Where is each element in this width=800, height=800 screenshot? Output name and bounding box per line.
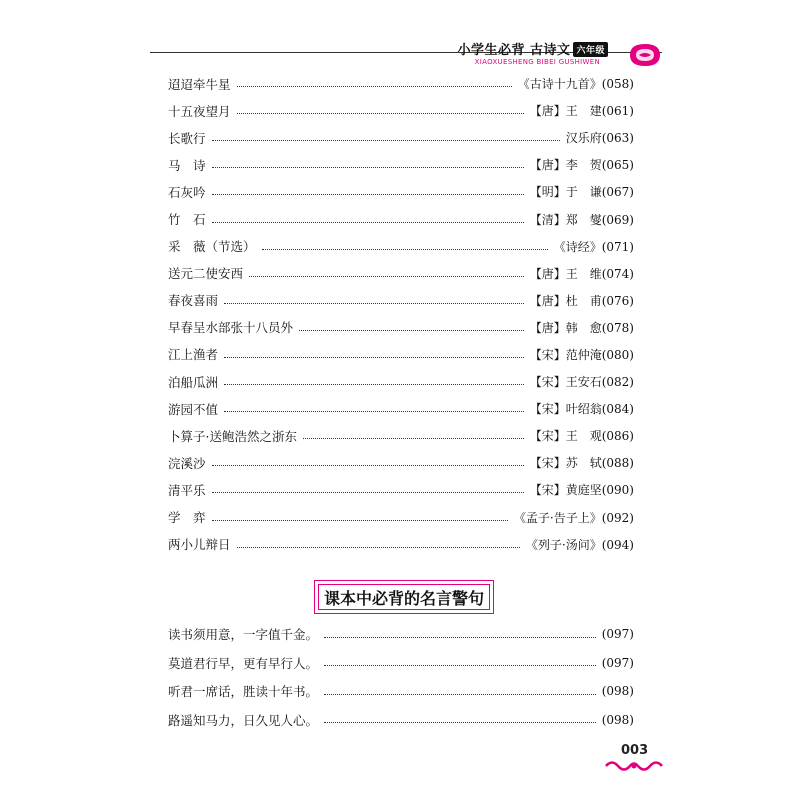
toc-entry-source-page: 《列子·汤问》(094) bbox=[525, 537, 634, 552]
toc-entry-source-page: 【唐】韩 愈(078) bbox=[529, 320, 634, 335]
toc-entry bbox=[168, 314, 634, 341]
toc-entry-source-page: 【唐】李 贺(065) bbox=[529, 158, 634, 173]
quote-text: 读书须用意，一字值千金。 bbox=[168, 627, 319, 643]
toc-entry bbox=[168, 449, 634, 476]
toc-entry-source-page: 【宋】苏 轼(088) bbox=[529, 456, 634, 471]
dot-leader bbox=[303, 438, 524, 439]
toc-entry-source-page: 【宋】范仲淹(080) bbox=[529, 347, 634, 362]
toc-entry-title: 迢迢牵牛星 bbox=[168, 76, 231, 92]
toc-entry-title: 学 弈 bbox=[168, 510, 206, 526]
toc-entry-title: 春夜喜雨 bbox=[168, 293, 219, 309]
section-heading: 课本中必背的名言警句 bbox=[323, 588, 484, 608]
toc-entry-title: 马 诗 bbox=[168, 157, 206, 173]
toc-entry-source-page: 【宋】叶绍翁(084) bbox=[529, 402, 634, 417]
toc-entry-title: 十五夜望月 bbox=[168, 103, 231, 119]
toc-entry-title: 早春呈水部张十八员外 bbox=[168, 320, 294, 336]
dot-leader bbox=[212, 140, 560, 141]
quote-entry bbox=[168, 677, 634, 706]
running-header bbox=[150, 36, 670, 72]
dot-leader bbox=[212, 167, 524, 168]
toc-entry bbox=[168, 260, 634, 287]
section-heading-box bbox=[314, 580, 494, 614]
quote-text: 莫道君行早，更有早行人。 bbox=[168, 655, 319, 671]
dot-leader bbox=[299, 330, 524, 331]
quote-entry bbox=[168, 706, 634, 735]
grade-badge: 六年级 bbox=[573, 42, 608, 57]
toc-entry-source-page: 【宋】王安石(082) bbox=[529, 375, 634, 390]
dot-leader bbox=[249, 276, 524, 277]
dot-leader bbox=[324, 722, 596, 723]
dot-leader bbox=[237, 86, 512, 87]
toc-entry bbox=[168, 287, 634, 314]
toc-entry-title: 清平乐 bbox=[168, 482, 206, 498]
toc-entry bbox=[168, 151, 634, 178]
toc-entry-source-page: 【宋】黄庭坚(090) bbox=[529, 483, 634, 498]
toc-entry-title: 泊船瓜洲 bbox=[168, 374, 219, 390]
dot-leader bbox=[212, 492, 524, 493]
toc-entry-source-page: 【唐】王 维(074) bbox=[529, 266, 634, 281]
toc-entry-source-page: 【宋】王 观(086) bbox=[529, 429, 634, 444]
toc-entry-title: 送元二使安西 bbox=[168, 266, 244, 282]
toc-entry bbox=[168, 70, 634, 97]
dot-leader bbox=[224, 411, 524, 412]
dot-leader bbox=[212, 222, 524, 223]
quote-entry bbox=[168, 620, 634, 649]
book-title-text: 小学生必背 古诗文 bbox=[457, 43, 571, 58]
book-title bbox=[457, 39, 608, 58]
toc-entry-source-page: 【明】于 谦(067) bbox=[529, 185, 634, 200]
quotes-list bbox=[168, 620, 634, 734]
dot-leader bbox=[237, 113, 524, 114]
toc-entry-title: 江上渔者 bbox=[168, 347, 219, 363]
toc-entry bbox=[168, 531, 634, 558]
toc-entry bbox=[168, 504, 634, 531]
dot-leader bbox=[324, 637, 596, 638]
toc-entry-title: 石灰吟 bbox=[168, 184, 206, 200]
book-title-pinyin: XIAOXUESHENG BIBEI GUSHIWEN bbox=[474, 58, 600, 66]
toc-entry bbox=[168, 124, 634, 151]
toc-entry-source-page: 《孟子·告子上》(092) bbox=[513, 510, 634, 525]
toc-entry-title: 浣溪沙 bbox=[168, 455, 206, 471]
toc-entry-source-page: 【唐】王 建(061) bbox=[529, 104, 634, 119]
quote-text: 路遥知马力，日久见人心。 bbox=[168, 712, 319, 728]
dot-leader bbox=[324, 694, 596, 695]
toc-entry-source-page: 汉乐府(063) bbox=[565, 131, 634, 146]
toc-entry bbox=[168, 422, 634, 449]
toc-entry-title: 采 薇（节选） bbox=[168, 239, 256, 255]
toc-entry bbox=[168, 205, 634, 232]
toc-entry-source-page: 《诗经》(071) bbox=[553, 239, 634, 254]
dot-leader bbox=[262, 249, 548, 250]
quote-page: (097) bbox=[601, 655, 634, 670]
quote-page: (097) bbox=[601, 627, 634, 642]
quote-page: (098) bbox=[601, 684, 634, 699]
toc-entry bbox=[168, 97, 634, 124]
toc-entry-source-page: 【唐】杜 甫(076) bbox=[529, 293, 634, 308]
dot-leader bbox=[224, 384, 524, 385]
toc-entry bbox=[168, 368, 634, 395]
toc-entry bbox=[168, 395, 634, 422]
page-number: 003 bbox=[621, 743, 649, 758]
toc-entry-title: 长歌行 bbox=[168, 130, 206, 146]
dot-leader bbox=[224, 357, 524, 358]
dot-leader bbox=[324, 665, 596, 666]
quote-text: 听君一席话，胜读十年书。 bbox=[168, 684, 319, 700]
toc-entry bbox=[168, 341, 634, 368]
toc-entry-source-page: 《古诗十九首》(058) bbox=[517, 77, 634, 92]
page-ornament-icon bbox=[604, 758, 664, 774]
dot-leader bbox=[224, 303, 524, 304]
dot-leader bbox=[237, 547, 520, 548]
ornament-emblem-icon bbox=[626, 40, 664, 70]
quote-page: (098) bbox=[601, 712, 634, 727]
toc-entry-title: 竹 石 bbox=[168, 212, 206, 228]
toc-entry-title: 两小儿辩日 bbox=[168, 537, 231, 553]
toc-entry-title: 卜算子·送鲍浩然之浙东 bbox=[168, 428, 297, 444]
dot-leader bbox=[212, 465, 524, 466]
toc-entry bbox=[168, 233, 634, 260]
toc-entry-title: 游园不值 bbox=[168, 401, 219, 417]
toc-entry bbox=[168, 476, 634, 503]
toc-entry-source-page: 【清】郑 燮(069) bbox=[529, 212, 634, 227]
dot-leader bbox=[212, 194, 524, 195]
table-of-contents bbox=[168, 70, 634, 558]
quote-entry bbox=[168, 649, 634, 678]
dot-leader bbox=[212, 520, 508, 521]
toc-entry bbox=[168, 178, 634, 205]
